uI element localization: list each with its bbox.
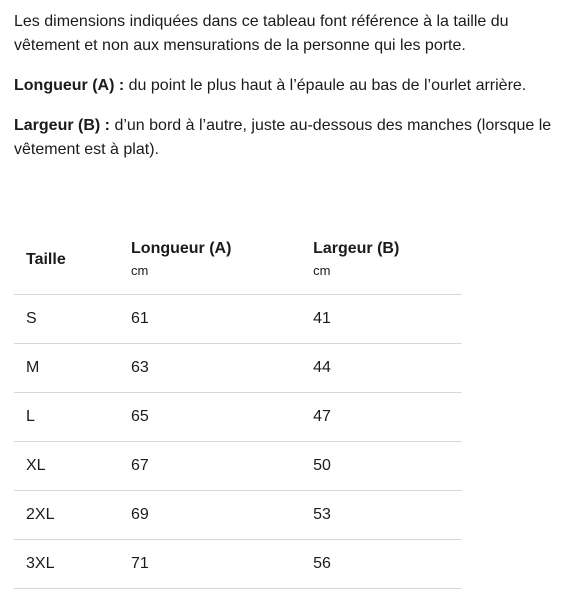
header-width-title: Largeur (B) [313,240,400,257]
header-size-title: Taille [26,251,66,268]
size-guide-intro [14,10,566,178]
length-definition [14,74,566,98]
width-cell: 50 [313,442,462,491]
size-cell: XL [14,442,131,491]
length-cell: 61 [131,295,313,344]
table-row [14,344,462,393]
length-cell: 67 [131,442,313,491]
table-row [14,295,462,344]
width-cell: 44 [313,344,462,393]
length-text: du point le plus haut à l’épaule au bas de l’ourlet arrière. [124,77,527,94]
size-cell: L [14,393,131,442]
header-length-title: Longueur (A) [131,240,232,257]
header-length [131,226,313,295]
length-cell: 69 [131,491,313,540]
length-label: Longueur (A) : [14,77,125,94]
table-row [14,491,462,540]
width-cell: 41 [313,295,462,344]
width-cell: 47 [313,393,462,442]
width-cell: 53 [313,491,462,540]
width-label: Largeur (B) : [14,117,110,134]
size-cell: 3XL [14,540,131,589]
width-definition [14,114,566,162]
length-cell: 71 [131,540,313,589]
width-text: d’un bord à l’autre, juste au-dessous des manches (lorsque le vêtement est à plat). [14,117,552,158]
size-cell: 2XL [14,491,131,540]
table-row [14,442,462,491]
header-width-unit: cm [313,263,331,278]
table-row [14,540,462,589]
size-table [14,226,462,589]
length-cell: 65 [131,393,313,442]
size-cell: M [14,344,131,393]
header-width [313,226,462,295]
table-row [14,393,462,442]
header-length-unit: cm [131,263,149,278]
width-cell: 56 [313,540,462,589]
length-cell: 63 [131,344,313,393]
header-size [14,226,131,295]
size-cell: S [14,295,131,344]
intro-paragraph: Les dimensions indiquées dans ce tableau font référence à la taille du vêtement et non aux mensurations de la personne qui les porte. [14,13,509,54]
table-header-row [14,226,462,295]
